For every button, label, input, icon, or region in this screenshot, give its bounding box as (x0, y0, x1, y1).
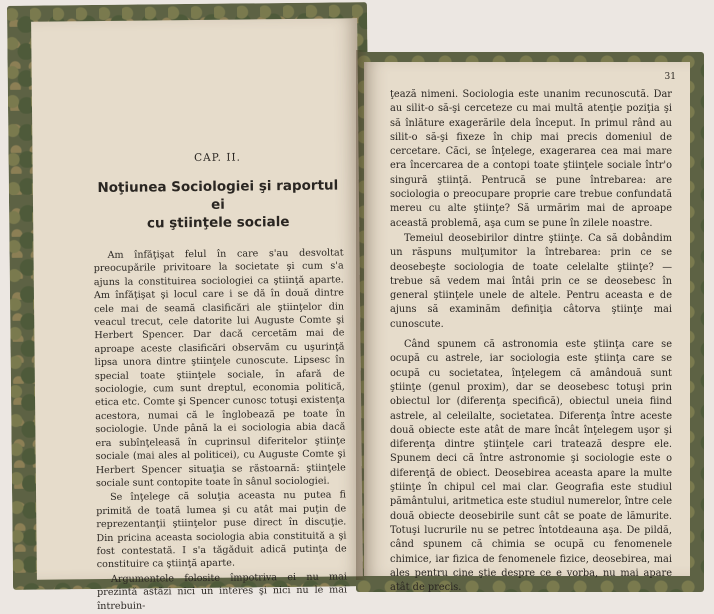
page-number: 31 (664, 72, 676, 82)
left-page (31, 18, 363, 612)
book-spine-shadow (356, 50, 368, 580)
left-paragraph-2: Se înţelege că soluţia aceasta nu putea fi primită de toată lumea şi cu atât mai puţin de reprezentanţii ştiinţelor puse direct în discuţie. Din pricina aceasta sociologia abia constituită a şi fost contestată. I s'a tăgăduit adică putinţa de constituire ca ştiinţă aparte. (96, 489, 347, 571)
right-paragraph-2: Temeiul deosebirilor dintre ştiinţe. Ca să dobândim un răspuns mulţumitor la întrebarea: prin ce se deosebeşte sociologia de toate celelalte ştiinţe? — trebue să vedem mai întâi prin ce se deosebesc în general ştiinţele unele de altele. Pentru aceasta e de ajuns să examinăm definiţia câtorva ştiinţe mai cunoscute. (390, 232, 672, 330)
right-paragraph-3: Când spunem că astronomia este ştiinţa care se ocupă cu astrele, iar sociologia este ştiinţa care se ocupă cu societatea, înţelegem că amândouă sunt ştiinţe (genul proxim), dar se deosebesc totuşi prin obiectul lor (diferenţa specifică), obiectul uneia fiind astrele, al celeilalte, societatea. Diferenţa între aceste două obiecte este atât de mare încât înţelegem uşor şi diferenţa dintre ştiinţele cari tratează despre ele. Spunem deci că între astronomie şi sociologie este o diferenţă de obiect. Deosebirea aceasta apare la multe ştiinţe în chipul cel mai clar. Geografia este studiul pământului, aritmetica este studiul numerelor, între cele două obiecte deosebirile sunt cât se poate de lămurite. Totuşi lucrurile nu se petrec întotdeauna aşa. De pildă, când spunem că chimia se ocupă cu fenomenele chimice, iar fizica de fenomenele fizice, deosebirea, mai ales pentru cine ştie despre ce e vorba, nu mai apare atât de precis. (390, 339, 672, 594)
right-page (364, 62, 690, 594)
left-paragraph-3: Argumentele folosite împotriva ei nu mai prezintă astăzi nici un interes şi nici nu le mai întrebuin- (97, 571, 348, 612)
left-paragraph-1: Am înfăţişat felul în care s'au desvoltat preocupările privitoare la societate şi cum s'a ajuns la constituirea sociologiei ca ştiinţă aparte. Am înfăţişat şi locul care i se dă în două dintre cele mai de seamă clasificări ale ştiinţelor din veacul trecut, cele datorite lui Auguste Comte şi Herbert Spencer. Dar dacă cercetăm mai de aproape aceste clasificări observăm cu uşurinţă lipsa unora dintre ştiinţele cunoscute. Lipsesc în special toate ştiinţele sociale, în afară de sociologie, cum sunt dreptul, economia politică, etica etc. Comte şi Spencer cunosc totuşi existenţa acestora, numai că le înglobează pe toate în sociologie. Unde până la ei sociologia abia dacă era subînţeleasă în cuprinsul diferitelor ştiinţe sociale (mai ales al politicei), cu Auguste Comte şi Herbert Spencer situaţia se răstoarnă: ştiinţele sociale sunt contopite toate în sânul sociologiei. (93, 247, 346, 489)
chapter-title-line-2: cu ştiinţele sociale (146, 214, 290, 232)
chapter-title (93, 176, 344, 233)
right-paragraph-1: ţează nimeni. Sociologia este unanim recunoscută. Dar au silit-o să-şi cerceteze cu mai multă atenţie poziţia şi să înlăture exagerările dela început. In primul rând au silit-o să-şi fixeze în chip mai precis domeniul de cercetare. Căci, se înţelege, exagerarea cea mai mare era încercarea de a contopi toate ştiinţele sociale într'o singură ştiinţă. Pentrucă se pune întrebarea: are sociologia o preocupare proprie care trebue confundată mereu cu alte ştiinţe? Să urmărim mai de aproape această problemă, aşa cum se pune în zilele noastre. (390, 89, 672, 229)
chapter-title-line-1: Noţiunea Sociologiei şi raportul ei (97, 177, 339, 213)
chapter-heading: CAP. II. (194, 151, 242, 165)
